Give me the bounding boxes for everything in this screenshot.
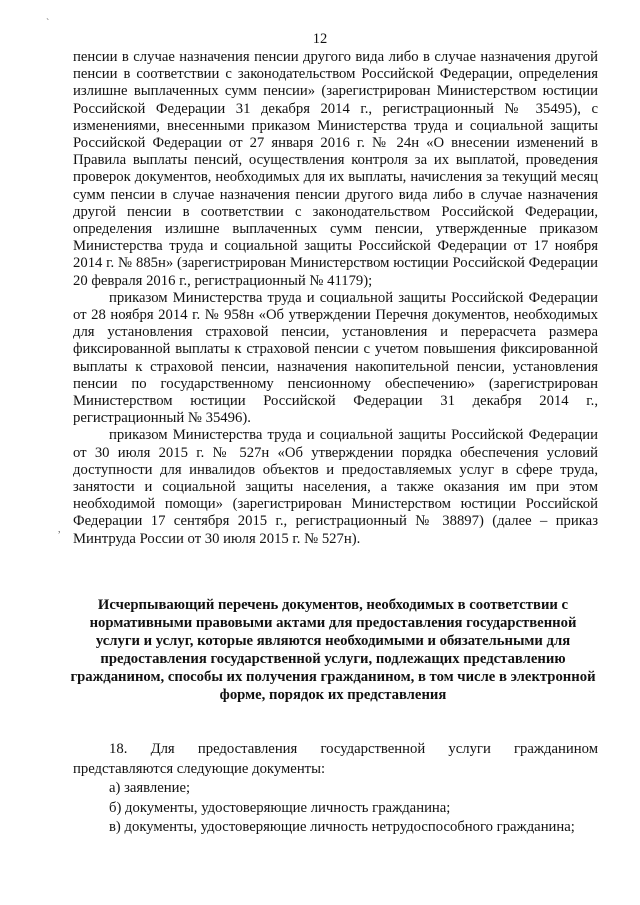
- paragraph-continued: пенсии в случае назначения пенсии другого вида либо в случае назначения другой пенсии в соответствии с законодательством Российской Федерации, определения излишне выплаченных сумм пенсии» (зарегистрирован Министерством юстиции Российской Федерации 31 декабря 2014 г., регистрационный № 35495), с изменениями, внесенными приказом Министерства труда и социальной защиты Российской Федерации от 27 января 2016 г. № 24н «О внесении изменений в Правила выплаты пенсий, осуществления контроля за их выплатой, проведения проверок документов, необходимых для их выплаты, начисления за текущий месяц сумм пенсии в случае назначения пенсии другого вида либо в случае назначения другой пенсии в соответствии с законодательством Российской Федерации, определения излишне выплаченных сумм пенсии, утвержденные приказом Министерства труда и социальной защиты Российской Федерации от 17 ноября 2014 г. № 885н» (зарегистрирован Министерством юстиции Российской Федерации 20 февраля 2016 г., регистрационный № 41179);: [73, 49, 598, 289]
- list-item: а) заявление;: [109, 780, 191, 796]
- document-list: [73, 740, 598, 838]
- scan-mark: `: [46, 18, 50, 29]
- paragraph-order-527n: приказом Министерства труда и социальной защиты Российской Федерации от 30 июля 2015 г. № 527н «Об утверждении порядка обеспечения условий доступности для инвалидов объектов и предоставляемых услуг в сфере труда, занятости и социальной защиты населения, а также оказания им при этом необходимой помощи» (зарегистрирован Министерством юстиции Российской Федерации 17 сентября 2015 г., регистрационный № 38897) (далее – приказ Минтруда России от 30 июля 2015 г. № 527н).: [73, 427, 598, 547]
- paragraph-order-958n: приказом Министерства труда и социальной защиты Российской Федерации от 28 ноября 2014 г. № 958н «Об утверждении Перечня документов, необходимых для установления страховой пенсии, установления и перерасчета размера фиксированной выплаты к страховой пенсии с учетом повышения фиксированной выплаты к страховой пенсии, назначения накопительной пенсии, установления пенсии по государственному пенсионному обеспечению» (зарегистрирован Министерством юстиции Российской Федерации 31 декабря 2014 г., регистрационный № 35496).: [73, 289, 598, 427]
- list-item: в) документы, удостоверяющие личность нетрудоспособного гражданина;: [109, 819, 575, 835]
- scan-mark: ,: [58, 524, 61, 535]
- page-number: 12: [312, 31, 328, 47]
- section-heading: Исчерпывающий перечень документов, необходимых в соответствии с нормативными правовыми актами для предоставления государственной услуги и услуг, которые являются необходимыми и обязательными для предоставления государственной услуги, подлежащих представлению гражданином, способы их получения гражданином, в том числе в электронной форме, порядок их представления: [70, 597, 596, 703]
- list-item: б) документы, удостоверяющие личность гражданина;: [109, 799, 451, 816]
- item-18-intro: 18. Для предоставления государственной услуги гражданином представляются следующие документы:: [73, 741, 598, 777]
- body-text: [73, 49, 598, 548]
